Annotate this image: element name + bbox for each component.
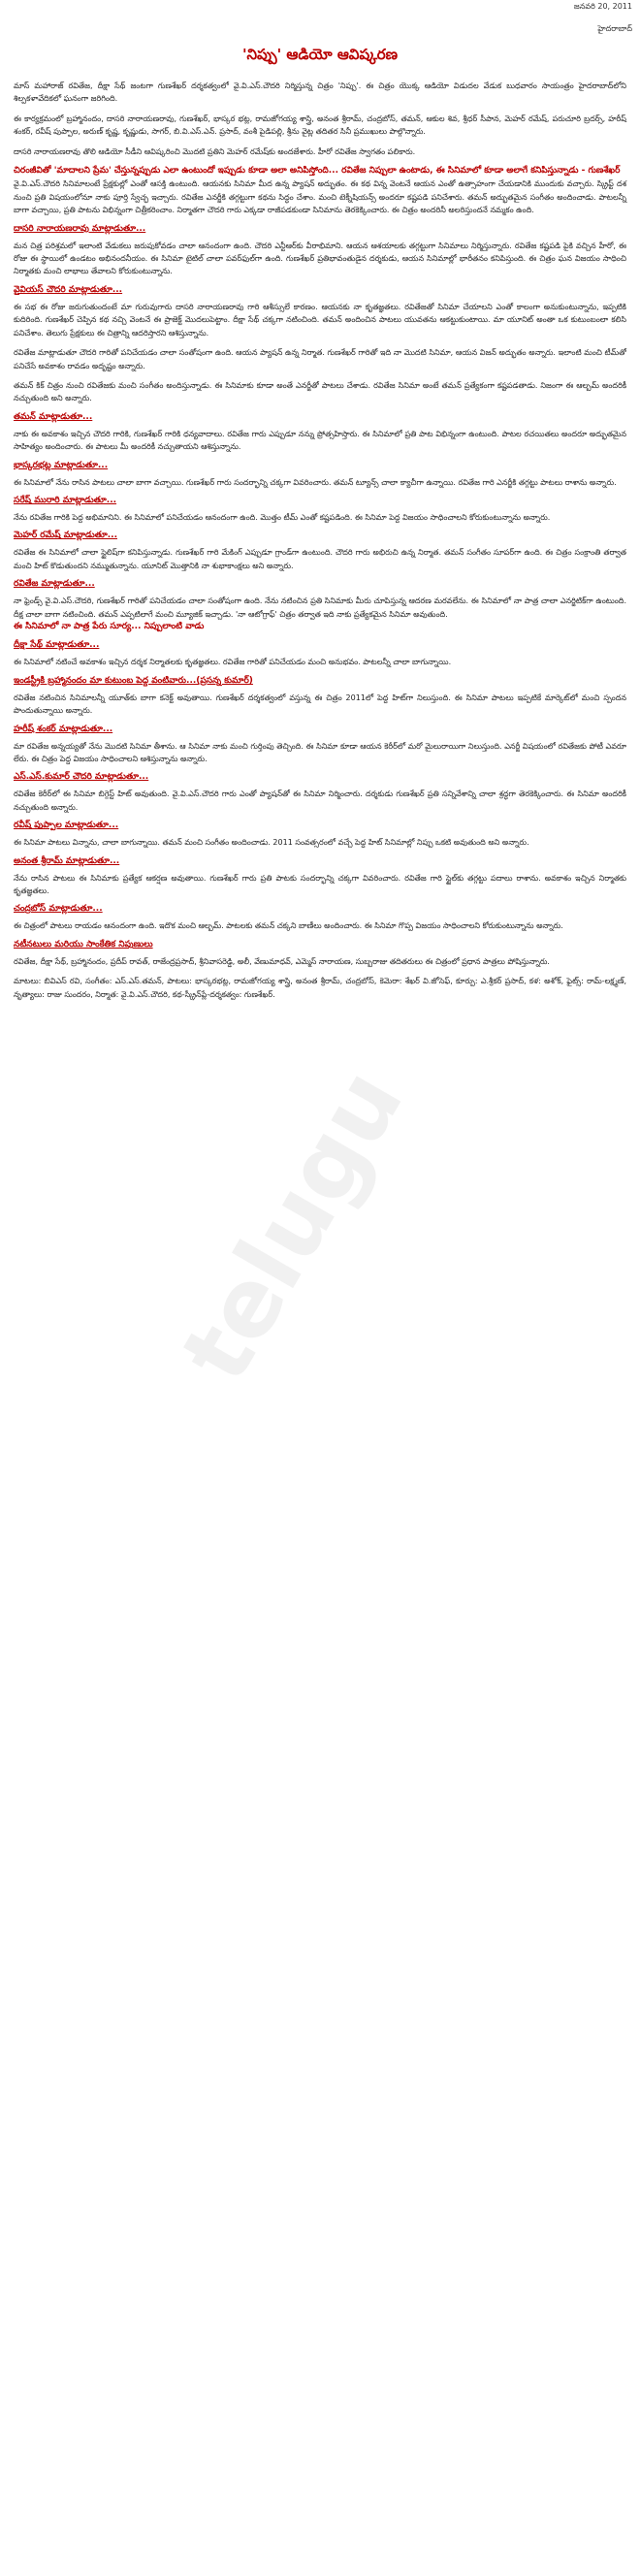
article-section [14,975,626,1001]
article-section [14,724,626,766]
section-heading [14,285,626,297]
article-date: జనవరి 20, 2011 [573,2,632,11]
article-section [14,412,626,454]
section-heading-text: ఎస్.ఎస్.కుమార్ చౌదరి మాట్లాడుతూ... [14,772,149,783]
paragraph: నేను రవితేజ గారికి పెద్ద అభిమానిని. ఈ సినిమాలో పనిచేయడం ఆనందంగా ఉంది. మొత్తం టీమ్ ఎంతో కష్టపడింది. ఈ సినిమా పెద్ద విజయం సాధించాలని కోరుకుంటున్నాను అన్నారు. [14,512,551,522]
watermark-text: telugu [160,1051,425,1400]
section-heading [14,856,626,868]
section-heading-text: దాసరి నారాయణరావు మాట్లాడుతూ... [14,223,146,234]
article-section [14,531,626,572]
article-section [14,940,626,968]
section-heading [14,461,626,472]
article-section [14,379,626,405]
section-heading [14,412,626,424]
article-section [14,165,626,217]
paragraph: రవితేజ ఈ సినిమాలో చాలా స్టైలిష్‌గా కనిపిస్తున్నాడు. గుణశేఖర్ గారి మేకింగ్ ఎప్పుడూ గ్రాండ్‌గా ఉంటుంది. చౌదరి గారు అభిరుచి ఉన్న నిర్మాత. తమన్ సంగీతం సూపర్‌గా ఉంది. ఈ చిత్రం సంక్రాంతి తర్వాత మంచి హిట్ కొడుతుందని నమ్ముతున్నాను. యూనిట్ మొత్తానికి నా శుభాకాంక్షలు అని అన్నారు. [14,548,626,570]
section-heading-text: మెహర్ రమేష్ మాట్లాడుతూ... [14,531,117,541]
section-heading-text: హరీష్ శంకర్ మాట్లాడుతూ... [14,724,113,734]
paragraph: రవితేజ, దీక్షా సేథ్, బ్రహ్మానందం, ప్రదీప్ రావత్, రాజేంద్రప్రసాద్, శ్రీనివాసరెడ్డి, అలీ, వేణుమాధవ్, ఎమ్మెస్ నారాయణ, సుబ్బరాజు తదితరులు ఈ చిత్రంలో ప్రధాన పాత్రలు పోషిస్తున్నారు. [14,956,550,966]
section-heading [14,772,626,784]
paragraph: మా రవితేజ అన్నయ్యతో నేను మొదటి సినిమా తీశాను. ఆ సినిమా నాకు మంచి గుర్తింపు తెచ్చింది. ఈ సినిమా కూడా ఆయన కెరీర్‌లో మరో మైలురాయిగా నిలుస్తుంది. ఎనర్జీ విషయంలో రవితేజకు పోటీ ఎవరూ లేరు. ఈ చిత్రం పెద్ద విజయం సాధించాలని ఆశిస్తున్నాను అన్నారు. [14,741,626,763]
paragraph: వై.వి.ఎస్.చౌదరి సినిమాలంటే ప్రేక్షకుల్లో ఎంతో ఆసక్తి ఉంటుంది. ఆయనకు సినిమా మీద ఉన్న ప్యాషన్ అద్భుతం. ఈ కథ విన్న వెంటనే ఆయన ఎంతో ఉత్సాహంగా చేయడానికి ముందుకు వచ్చారు. స్క్రిప్ట్ దశ నుంచి ప్రతి విషయంలోనూ నాకు పూర్తి స్వేచ్ఛ ఇచ్చారు. రవితేజ ఎనర్జీకి తగ్గట్టుగా కథను సిద్ధం చేశాం. మంచి టెక్నీషియన్స్ అందరూ కష్టపడి పనిచేశారు. తమన్ అద్భుతమైన సంగీతం అందించాడు. పాటలన్నీ బాగా వచ్చాయి, ప్రతి పాటను విభిన్నంగా చిత్రీకరించాం. నిర్మాతగా చౌదరి గారు ఎక్కడా రాజీపడకుండా సినిమాను తెరకెక్కించారు. ఈ చిత్రం అందరినీ అలరిస్తుందనే నమ్మకం ఉంది. [14,179,626,215]
paragraph: నేను రాసిన పాటలు ఈ సినిమాకు ప్రత్యేక ఆకర్షణ అవుతాయి. గుణశేఖర్ గారు ప్రతి పాటకు సందర్భాన్ని చక్కగా వివరించారు. రవితేజ గారి స్టైల్‌కు తగ్గట్టు పదాలు రాశాను. అవకాశం ఇచ్చిన నిర్మాతకు కృతజ్ఞతలు. [14,873,626,896]
article-section [14,821,626,849]
paragraph: మన చిత్ర పరిశ్రమలో ఇలాంటి వేడుకలు జరుపుకోవడం చాలా ఆనందంగా ఉంది. చౌదరి ఎన్టీఆర్‌కు వీరాభిమాని. ఆయన ఆశయాలకు తగ్గట్టుగా సినిమాలు నిర్మిస్తున్నారు. రవితేజ కష్టపడి పైకి వచ్చిన హీరో, ఈ రోజు ఈ స్థాయిలో ఉండటం అభినందనీయం. ఈ సినిమా టైటిల్ చాలా పవర్‌ఫుల్‌గా ఉంది. గుణశేఖర్ ప్రతిభావంతుడైన దర్శకుడు, ఆయన సినిమాల్లో భారీతనం కనిపిస్తుంది. ఈ చిత్రం ఘన విజయం సాధించి నిర్మాతకు మంచి లాభాలు తేవాలని కోరుకుంటున్నాను. [14,241,626,276]
section-heading-text: నటీనటులు మరియు సాంకేతిక నిపుణులు [14,939,153,950]
paragraph: ఈ చిత్రంలో పాటలు రాయడం ఆనందంగా ఉంది. ఇదొక మంచి ఆల్బమ్. పాటలకు తమన్ చక్కని బాణీలు అందించారు. ఈ సినిమా గొప్ప విజయం సాధించాలని కోరుకుంటున్నాను అన్నారు. [14,921,563,931]
article-section [14,772,626,814]
article-section [14,224,626,278]
paragraph: ఈ సినిమాలో నటించే అవకాశం ఇచ్చిన దర్శక నిర్మాతలకు కృతజ్ఞతలు. రవితేజ గారితో పనిచేయడం మంచి అనుభవం. పాటలన్నీ చాలా బాగున్నాయి. [14,658,452,667]
paragraph: ఈ సినిమా పాటలు విన్నాను, చాలా బాగున్నాయి. తమన్ మంచి సంగీతం అందించాడు. 2011 సంవత్సరంలో వచ్చే పెద్ద హిట్ సినిమాల్లో నిప్పు ఒకటి అవుతుంది అని అన్నారు. [14,838,529,848]
article-location: హైదరాబాద్ [597,24,632,33]
section-heading [14,940,626,951]
paragraph: రవితేజ నటించిన సినిమాలన్నీ యూత్‌కు బాగా కనెక్ట్ అవుతాయి. గుణశేఖర్ దర్శకత్వంలో వస్తున్న ఈ చిత్రం 2011లో పెద్ద హిట్‌గా నిలుస్తుంది. ఈ సినిమా పాటలు ఇప్పటికే మార్కెట్‌లో మంచి స్పందన పొందుతున్నాయి అన్నారు. [14,692,626,716]
article-section [14,676,626,718]
article-section [14,496,626,524]
paragraph: రవితేజ కెరీర్‌లో ఈ సినిమా బిగ్గెస్ట్ హిట్ అవుతుంది. వై.వి.ఎస్.చౌదరి గారు ఎంతో ప్యాషన్‌తో ఈ సినిమా నిర్మించారు. దర్శకుడు గుణశేఖర్ ప్రతి సన్నివేశాన్ని చాలా శ్రద్ధగా తెరకెక్కించారు. ఈ సినిమా అందరికీ నచ్చుతుంది అన్నారు. [14,789,626,812]
paragraph: ఈ కార్యక్రమంలో బ్రహ్మానందం, దాసరి నారాయణరావు, గుణశేఖర్, భాస్కర భట్ల, రామజోగయ్య శాస్త్రి, అనంత శ్రీరామ్, చంద్రబోస్, తమన్, ఆకుల శివ, శ్రీధర్ సీపాన, మెహర్ రమేష్, పరుచూరి బ్రదర్స్, హరీష్ శంకర్, రవీష్ పుప్పాల, అరుణ్ కృష్ణ, కృష్ణుడు, సాగర్, బి.వి.ఎస్.ఎన్. ప్రసాద్, వంశీ పైడిపల్లి, శ్రీను వైట్ల తదితర సినీ ప్రముఖులు పాల్గొన్నారు. [14,113,626,137]
article-section [14,904,626,932]
section-heading-text: అనంత శ్రీరామ్ మాట్లాడుతూ... [14,855,120,866]
article-section [14,579,626,633]
article-section [14,80,626,106]
section-heading-text: రవీష్ పుప్పాల మాట్లాడుతూ... [14,821,119,831]
section-heading [14,579,626,591]
paragraph: తమన్ కిక్ చిత్రం నుంచి రవితేజకు మంచి సంగీతం అందిస్తున్నాడు. ఈ సినిమాకు కూడా అంతే ఎనర్జీతో పాటలు చేశాడు. రవితేజ సినిమా అంటే తమన్ ప్రత్యేకంగా కష్టపడతాడు. నిజంగా ఈ ఆల్బమ్ అందరికీ నచ్చుతుంది అని అన్నారు. [14,380,626,403]
watermark-logo [145,950,495,1494]
paragraph: నాకు ఈ అవకాశం ఇచ్చిన చౌదరి గారికి, గుణశేఖర్ గారికి ధన్యవాదాలు. రవితేజ గారు ఎప్పుడూ నన్ను ప్రోత్సహిస్తారు. ఈ సినిమాలో ప్రతి పాట విభిన్నంగా ఉంటుంది. పాటల రచయితలు అందరూ అద్భుతమైన సాహిత్యం అందించారు. ఈ పాటలు మీ అందరికీ నచ్చుతాయని ఆశిస్తున్నాను. [14,429,626,452]
article-section [14,285,626,339]
article-body [14,80,626,1008]
article-title: 'నిప్పు' ఆడియో ఆవిష్కరణ [241,46,399,63]
section-heading [14,496,626,507]
paragraph: రవితేజ మాట్లాడుతూ చౌదరి గారితో పనిచేయడం చాలా సంతోషంగా ఉంది. ఆయన ప్యాషన్ ఉన్న నిర్మాత. గుణశేఖర్ గారితో ఇది నా మొదటి సినిమా, ఆయన విజన్ అద్భుతం అన్నారు. ఇలాంటి మంచి టీమ్‌తో పనిచేసే అవకాశం రావడం అదృష్టం అన్నారు. [14,348,626,370]
paragraph: ఈ సినిమాలో నేను రాసిన పాటలు చాలా బాగా వచ్చాయి. గుణశేఖర్ గారు సందర్భాన్ని చక్కగా వివరించారు. తమన్ ట్యూన్స్ చాలా క్యాచీగా ఉన్నాయి. రవితేజ గారి ఎనర్జీకి తగ్గట్టు పాటలు రాశాను అన్నారు. [14,477,617,487]
section-heading-text: చంద్రబోస్ మాట్లాడుతూ... [14,904,103,915]
section-heading-text: తమన్ మాట్లాడుతూ... [14,411,93,422]
section-heading [14,724,626,736]
article-section [14,113,626,139]
section-heading [14,904,626,916]
pull-quote: ఈ సినిమాలో నా పాత్ర పేరు సూర్య... నిప్పులాంటి వాడు [14,621,205,631]
section-heading [14,821,626,832]
section-heading-text: రవితేజ మాట్లాడుతూ... [14,579,95,590]
article-section [14,461,626,489]
section-heading-text: సరేష్ మురారి మాట్లాడుతూ... [14,495,117,505]
section-heading [14,640,626,652]
section-heading-text: వైవియస్ చౌదరి మాట్లాడుతూ... [14,284,123,295]
article-section [14,856,626,898]
article-section [14,640,626,668]
paragraph: నా ఫ్రెండ్స్ వై.వి.ఎస్.చౌదరి, గుణశేఖర్ గారితో పనిచేయడం చాలా సంతోషంగా ఉంది. నేను నటించిన ప్రతి సినిమాకు మీరు చూపిస్తున్న ఆదరణ మరవలేను. ఈ సినిమాలో నా పాత్ర చాలా ఎనర్జిటిక్‌గా ఉంటుంది. దీక్ష చాలా బాగా నటించింది. తమన్ ఎప్పటిలాగే మంచి మ్యూజిక్ ఇచ్చాడు. 'నా ఆటోగ్రాఫ్' చిత్రం తర్వాత ఇది నాకు ప్రత్యేకమైన సినిమా అవుతుంది. [14,596,626,619]
section-heading-text: భాస్కరభట్ల మాట్లాడుతూ... [14,460,109,470]
pull-quote: చిరంజీవితో 'మాదాలని ప్రేమ' చేస్తున్నప్పుడు ఎలా ఉంటుందో ఇప్పుడు కూడా అలా అనిపిస్తోంది... రవితేజ నిప్పులా ఉంటాడు, ఈ సినిమాలో కూడా అలాగే కనిపిస్తున్నాడు - గుణశేఖర్ [14,166,621,177]
section-heading [14,531,626,542]
section-heading-text: దీక్షా సేథ్ మాట్లాడుతూ... [14,640,100,651]
section-heading-text: ఇండస్ట్రీకి బ్రహ్మానందం మా కుటుంబ పెద్ద వంటివారు...(ప్రసన్న కుమార్) [14,675,253,686]
paragraph: మాటలు: బివిఎస్ రవి, సంగీతం: ఎస్.ఎస్.తమన్, పాటలు: భాస్కరభట్ల, రామజోగయ్య శాస్త్రి, అనంత శ్రీరామ్, చంద్రబోస్, కెమెరా: శేఖర్ వి.జోసెఫ్, కూర్పు: ఎ.శ్రీకర్ ప్రసాద్, కళ: అశోక్, ఫైట్స్: రామ్-లక్ష్మణ్, నృత్యాలు: రాజు సుందరం, నిర్మాత: వై.వి.ఎస్.చౌదరి, కథ-స్క్రీన్‌ప్లే-దర్శకత్వం: గుణశేఖర్. [14,977,626,999]
section-heading [14,676,626,688]
article-section [14,145,626,158]
section-heading [14,224,626,236]
paragraph: దాసరి నారాయణరావు తొలి ఆడియో సీడీని ఆవిష్కరించి మొదటి ప్రతిని మెహర్ రమేష్‌కు అందజేశారు. హీరో రవితేజ స్వాగతం పలికారు. [14,146,416,156]
paragraph: మాస్ మహారాజ్ రవితేజ, దీక్షా సేథ్ జంటగా గుణశేఖర్ దర్శకత్వంలో వై.వి.ఎస్.చౌదరి నిర్మిస్తున్న చిత్రం 'నిప్పు'. ఈ చిత్రం యొక్క ఆడియో విడుదల వేడుక బుధవారం సాయంత్రం హైదరాబాద్‌లోని శిల్పకళావేదికలో ఘనంగా జరిగింది. [14,81,626,104]
article-section [14,346,626,372]
paragraph: ఈ సభ ఈ రోజు జరుగుతుందంటే మా గురువుగారు దాసరి నారాయణరావు గారి ఆశీస్సులే కారణం. ఆయనకు నా కృతజ్ఞతలు. రవితేజతో సినిమా చేయాలని ఎంతో కాలంగా అనుకుంటున్నాను, ఇప్పటికి కుదిరింది. గుణశేఖర్ చెప్పిన కథ నచ్చి వెంటనే ఈ ప్రాజెక్ట్ మొదలుపెట్టాం. దీక్షా సేథ్ చక్కగా నటించింది. తమన్ అందించిన పాటలు యువతను ఆకట్టుకుంటాయి. మా యూనిట్ అంతా ఒక కుటుంబంలా కలిసి పనిచేశాం. తెలుగు ప్రేక్షకులు ఈ చిత్రాన్ని ఆదరిస్తారని ఆశిస్తున్నాను. [14,302,626,338]
